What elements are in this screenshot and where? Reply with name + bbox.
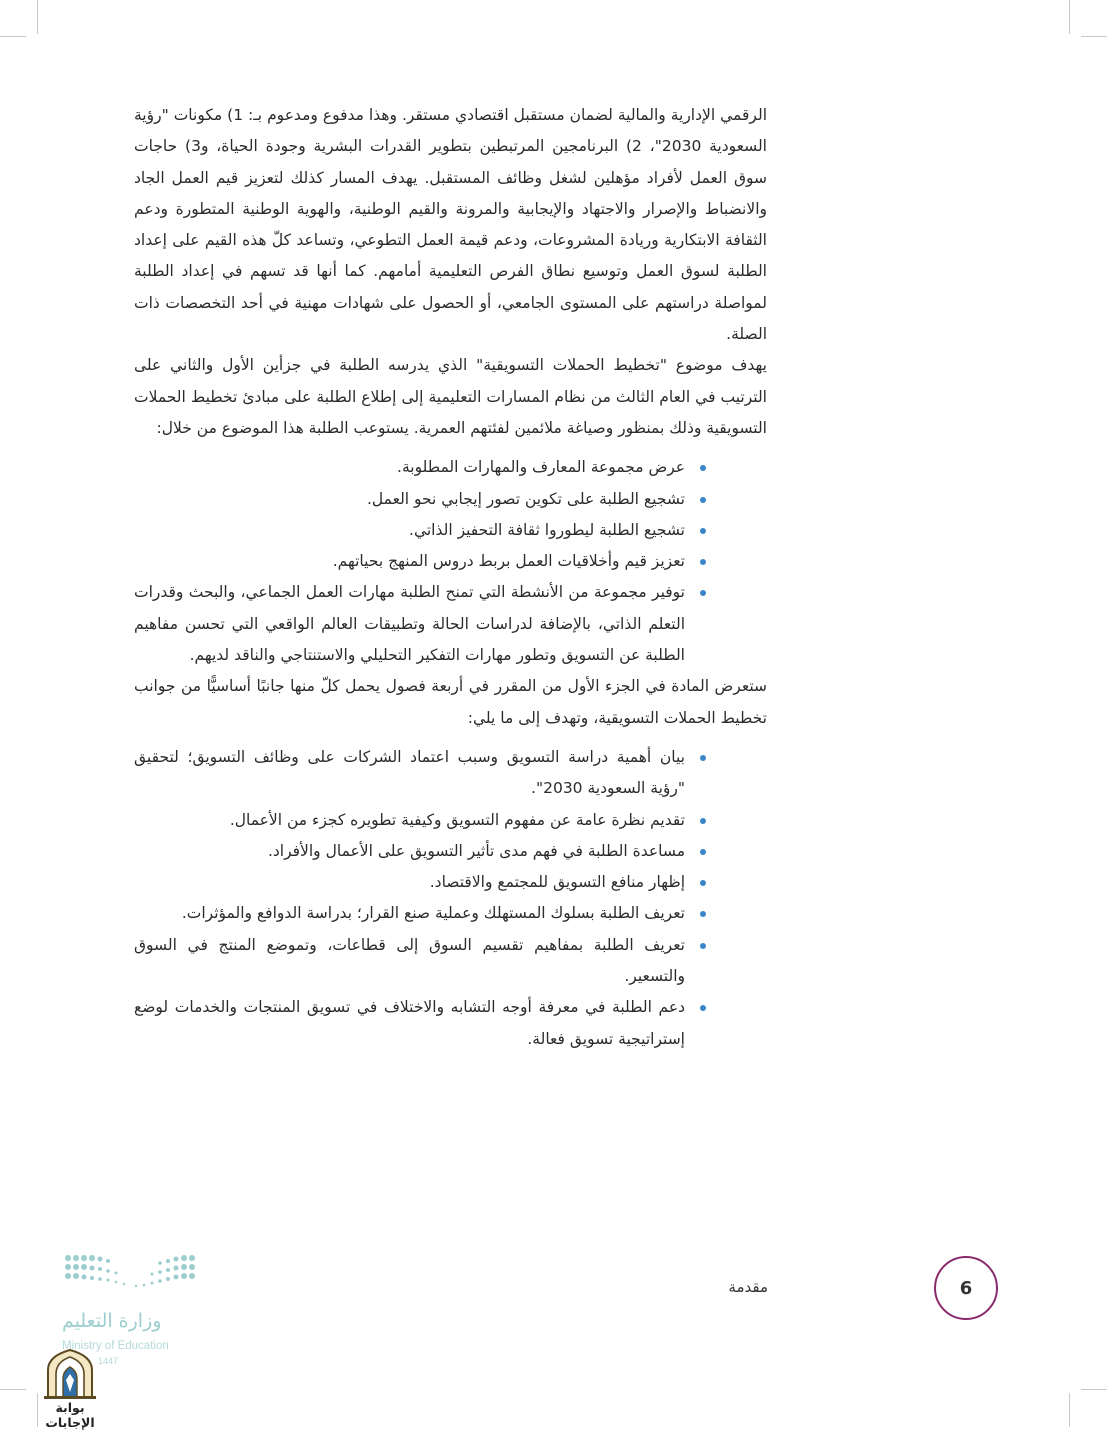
crop-mark (1081, 1389, 1107, 1390)
list-item: تعريف الطلبة بمفاهيم تقسيم السوق إلى قطاعات، وتموضع المنتج في السوق والتسعير. (134, 930, 767, 993)
crop-mark (0, 36, 26, 37)
crop-mark (37, 0, 38, 34)
list-item: إظهار منافع التسويق للمجتمع والاقتصاد. (134, 867, 767, 898)
list-item: مساعدة الطلبة في فهم مدى تأثير التسويق على الأعمال والأفراد. (134, 836, 767, 867)
paragraph-chapters: ستعرض المادة في الجزء الأول من المقرر في أربعة فصول يحمل كلّ منها جانبًا أساسيًّا من جوانب تخطيط الحملات التسويقية، وتهدف إلى ما يلي: (134, 677, 767, 727)
ministry-name-arabic: وزارة التعليم (62, 1310, 162, 1332)
page-body (134, 100, 767, 1055)
list-item: دعم الطلبة في معرفة أوجه التشابه والاختلاف في تسويق المنتجات والخدمات لوضع إستراتيجية تسويق فعالة. (134, 992, 767, 1055)
list-item: توفير مجموعة من الأنشطة التي تمنح الطلبة مهارات العمل الجماعي، والبحث وقدرات التعلم الذاتي، بالإضافة لدراسات الحالة وتطبيقات العالم الواقعي التي تحسن مفاهيم الطلبة عن التسويق وتطور مهارات التفكير التحليلي والاستنتاجي والناقد لديهم. (134, 577, 767, 671)
crop-mark (1069, 1393, 1070, 1427)
crop-mark (1069, 0, 1070, 34)
ministry-dots-icon (62, 1252, 202, 1292)
mosque-gate-icon (30, 1348, 110, 1400)
crop-mark (0, 1389, 26, 1390)
ministry-year: 1447 (98, 1356, 119, 1366)
page-number: 6 (934, 1256, 998, 1320)
list-item: تشجيع الطلبة على تكوين تصور إيجابي نحو العمل. (134, 484, 767, 515)
section-label: مقدمة (728, 1278, 768, 1296)
list-item: عرض مجموعة المعارف والمهارات المطلوبة. (134, 452, 767, 483)
list-item: تقديم نظرة عامة عن مفهوم التسويق وكيفية تطويره كجزء من الأعمال. (134, 805, 767, 836)
list-item: بيان أهمية دراسة التسويق وسبب اعتماد الشركات على وظائف التسويق؛ لتحقيق "رؤية السعودية 2030". (134, 742, 767, 805)
bullet-list-goals (134, 742, 767, 1055)
ministry-name-english: Ministry of Education (62, 1340, 169, 1352)
paragraph-topic: يهدف موضوع "تخطيط الحملات التسويقية" الذي يدرسه الطلبة في جزأين الأول والثاني على الترتيب في العام الثالث من نظام المسارات التعليمية إلى إطلاع الطلبة على مبادئ تخطيط الحملات التسويقية وذلك بمنظور وصياغة ملائمين لفئتهم العمرية. يستوعب الطلبة هذا الموضوع من خلال: (134, 356, 767, 437)
paragraph-intro: الرقمي الإدارية والمالية لضمان مستقبل اقتصادي مستقر. وهذا مدفوع ومدعوم بـ: 1) مكونات "رؤية السعودية 2030"، 2) البرنامجين المرتبطين بتطوير القدرات البشرية وجودة الحياة، و3) حاجات سوق العمل لأفراد مؤهلين لشغل وظائف المستقبل. يهدف المسار كذلك لتعزيز قيم العمل الجاد والانضباط والإصرار والاجتهاد والإيجابية والمرونة والقيم الوطنية، والهوية الوطنية المتطورة ودعم الثقافة الابتكارية وريادة المشروعات، ودعم قيمة العمل التطوعي، وتساعد كلّ هذه القيم على إعداد الطلبة لسوق العمل وتوسيع نطاق الفرص التعليمية أمامهم. كما أنها قد تسهم في إعداد الطلبة لمواصلة دراستهم على المستوى الجامعي، أو الحصول على شهادات مهنية في أحد التخصصات ذات الصلة. (134, 106, 767, 344)
crop-mark (1081, 36, 1107, 37)
list-item: تعريف الطلبة بسلوك المستهلك وعملية صنع القرار؛ بدراسة الدوافع والمؤثرات. (134, 898, 767, 929)
list-item: تشجيع الطلبة ليطوروا ثقافة التحفيز الذاتي. (134, 515, 767, 546)
list-item: تعزيز قيم وأخلاقيات العمل بربط دروس المنهج بحياتهم. (134, 546, 767, 577)
site-label: بوابة الإجابات (45, 1400, 95, 1430)
bullet-list-approach (134, 452, 767, 671)
site-watermark (30, 1348, 110, 1430)
